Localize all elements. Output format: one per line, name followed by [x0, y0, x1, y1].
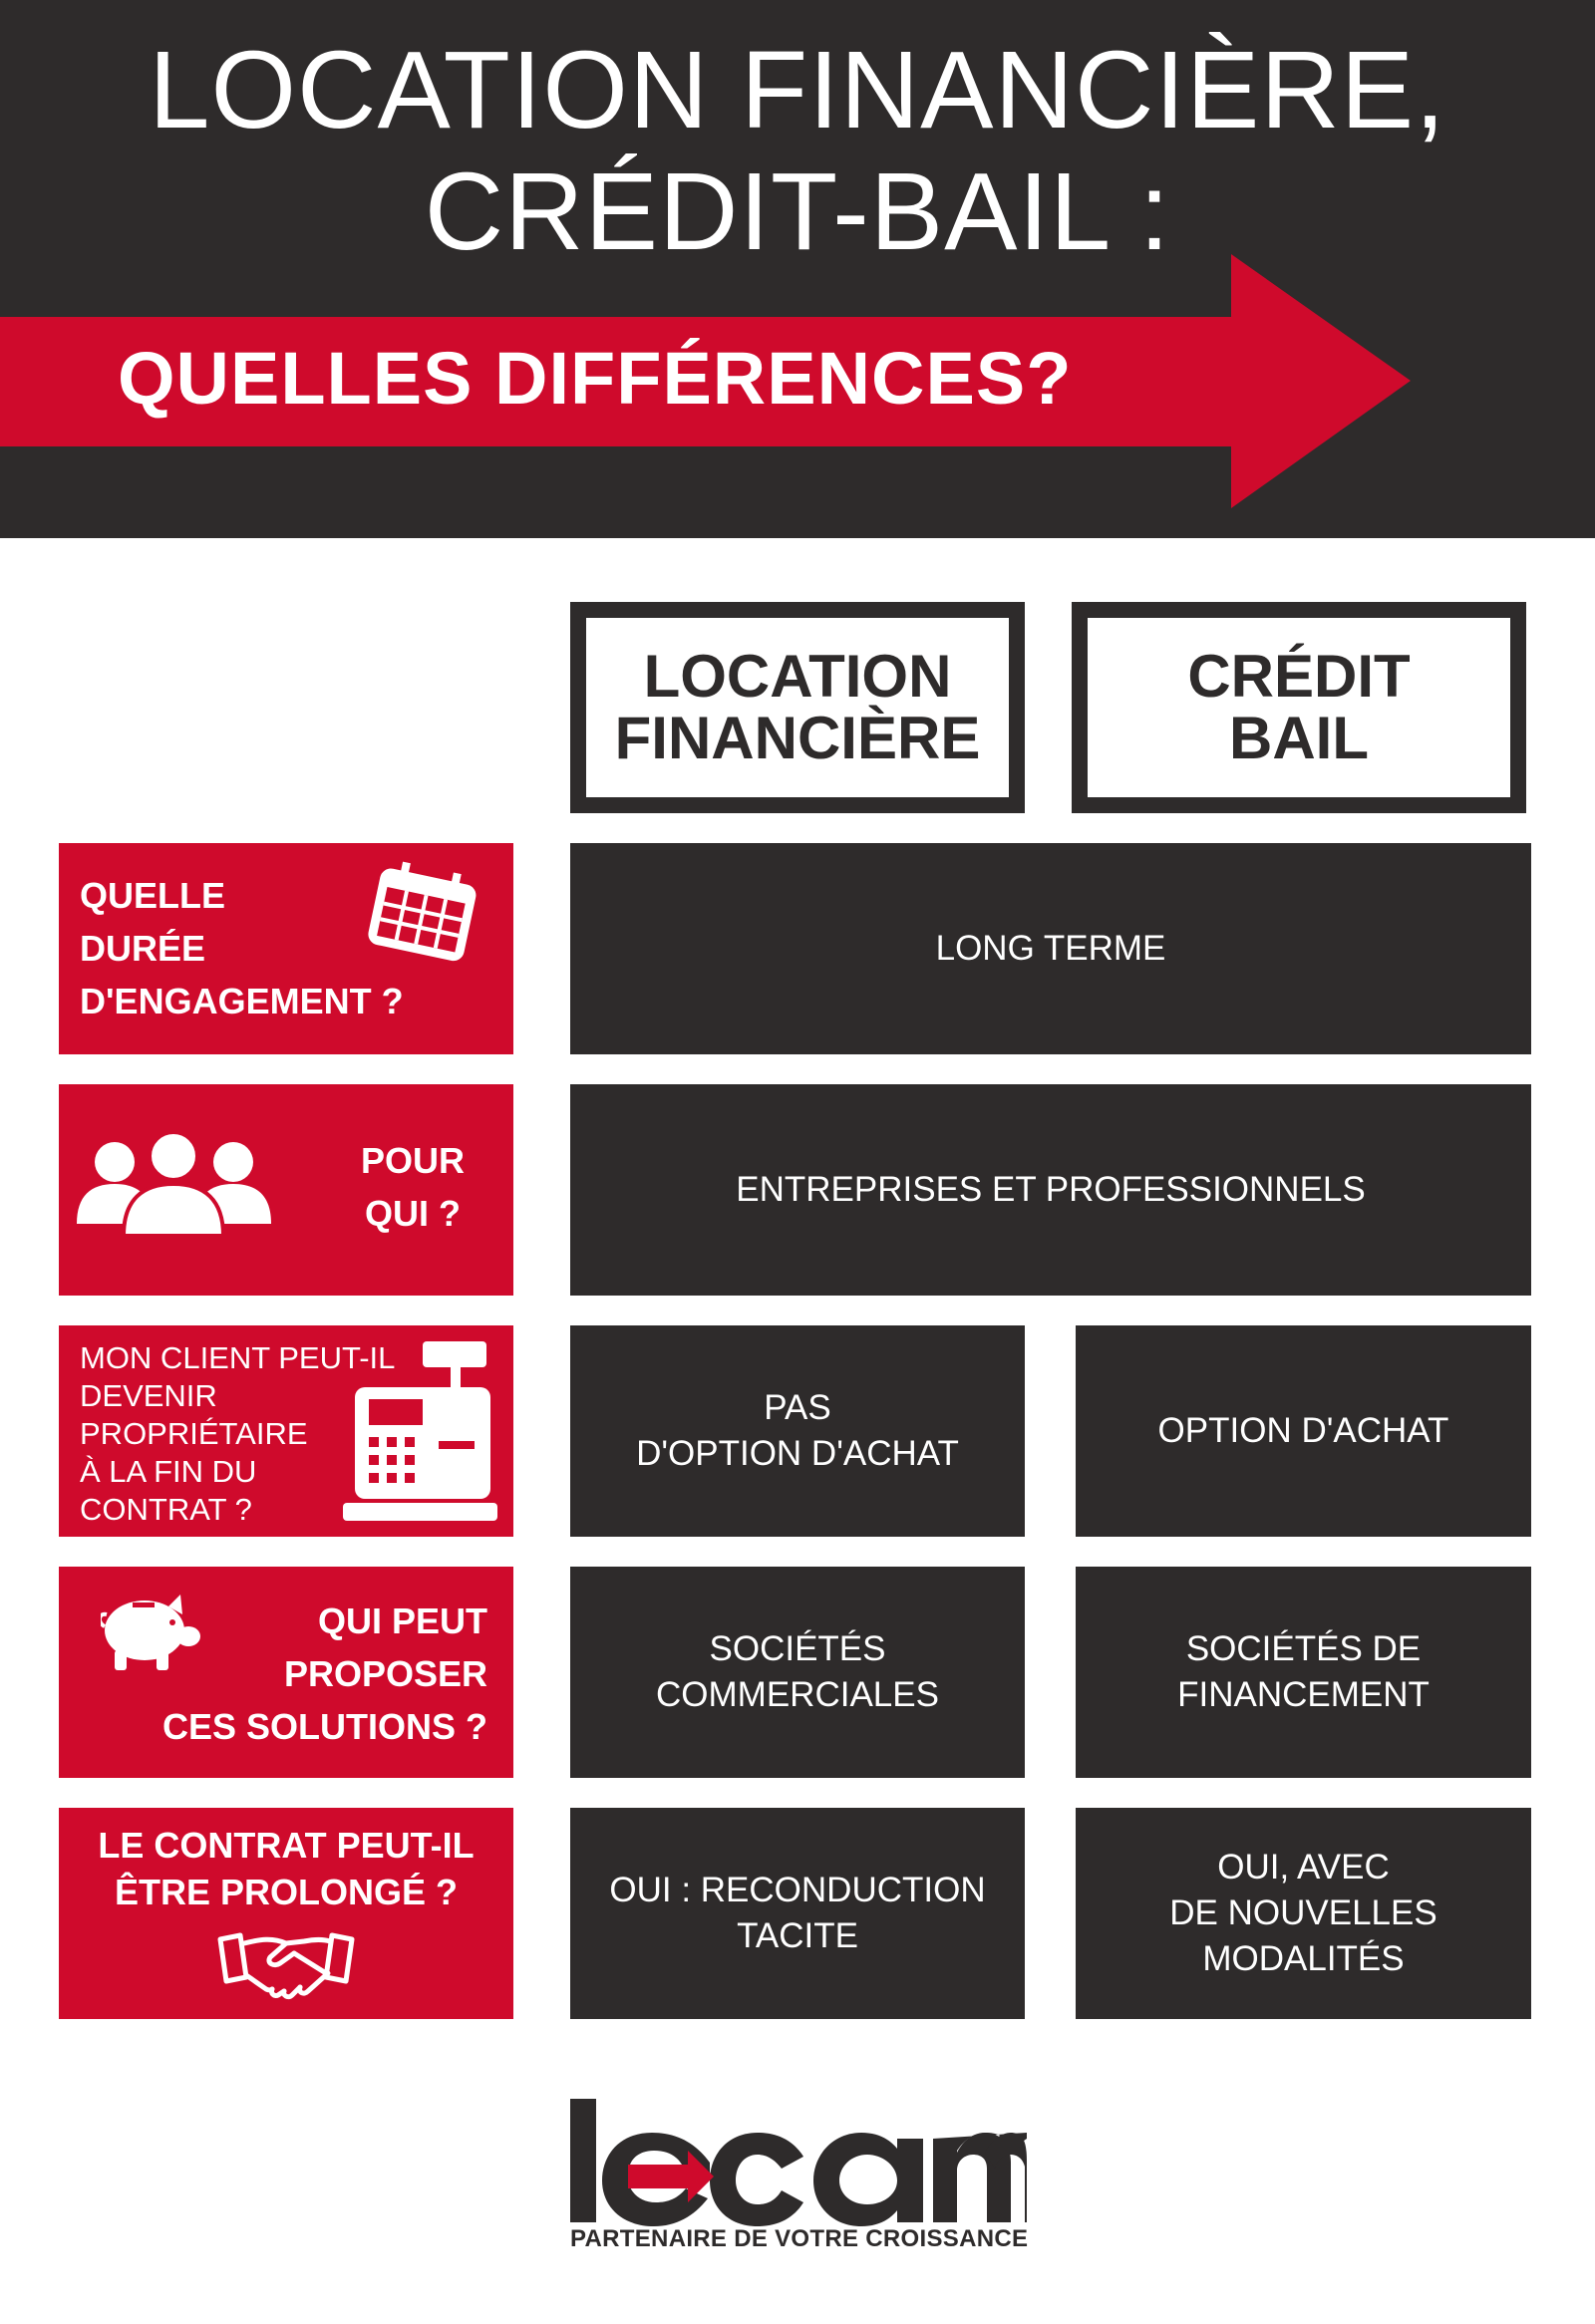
answer-line: LONG TERME	[935, 929, 1166, 968]
question-line: QUI ?	[365, 1193, 461, 1234]
question-qui-propose	[59, 1567, 513, 1778]
answer-pour-qui	[570, 1084, 1531, 1296]
question-prolongation	[59, 1808, 513, 2019]
answer-line: ENTREPRISES ET PROFESSIONNELS	[736, 1170, 1366, 1209]
answer-qui-propose-location	[570, 1567, 1025, 1778]
answer-line: OUI, AVEC	[1217, 1848, 1390, 1887]
question-pour-qui	[59, 1084, 513, 1296]
question-line: CES SOLUTIONS ?	[161, 1706, 487, 1747]
question-duree-engagement	[59, 843, 513, 1054]
answer-prolongation-location	[570, 1808, 1025, 2019]
column-header-credit-bail	[1072, 602, 1526, 813]
column-credit-line-1: CRÉDIT	[1187, 643, 1411, 710]
answer-line: TACITE	[737, 1916, 858, 1955]
page-subtitle: QUELLES DIFFÉRENCES?	[118, 337, 1073, 420]
question-proprietaire	[59, 1325, 513, 1537]
question-line: LE CONTRAT PEUT-IL	[98, 1825, 475, 1866]
question-line: PROPRIÉTAIRE	[80, 1416, 308, 1451]
people-icon	[77, 1134, 271, 1239]
answer-line: D'OPTION D'ACHAT	[636, 1434, 959, 1473]
title-line-1: LOCATION FINANCIÈRE,	[149, 29, 1446, 151]
question-line: POUR	[360, 1140, 465, 1181]
column-header-location	[570, 602, 1025, 813]
question-line: QUELLE	[80, 875, 226, 916]
answer-prolongation-credit	[1076, 1808, 1531, 2019]
answer-duree-engagement	[570, 843, 1531, 1054]
answer-line: COMMERCIALES	[656, 1675, 939, 1714]
answer-line: SOCIÉTÉS DE	[1185, 1629, 1422, 1668]
answer-line: SOCIÉTÉS	[709, 1629, 886, 1668]
answer-line: FINANCEMENT	[1177, 1675, 1430, 1714]
question-line: MON CLIENT PEUT-IL	[80, 1340, 396, 1375]
answer-line: MODALITÉS	[1202, 1939, 1405, 1978]
question-line: D'ENGAGEMENT ?	[80, 981, 404, 1021]
question-line: ÊTRE PROLONGÉ ?	[114, 1872, 459, 1912]
answer-line: OPTION D'ACHAT	[1157, 1411, 1449, 1450]
answer-qui-propose-credit	[1076, 1567, 1531, 1778]
header-banner	[0, 0, 1595, 538]
question-line: CONTRAT ?	[80, 1492, 252, 1527]
answer-proprietaire-location	[570, 1325, 1025, 1537]
question-line: À LA FIN DU	[80, 1454, 257, 1489]
column-location-line-2: FINANCIÈRE	[614, 705, 981, 771]
title-line-2: CRÉDIT-BAIL :	[424, 150, 1171, 273]
question-line: PROPOSER	[283, 1653, 487, 1694]
question-line: QUI PEUT	[317, 1600, 487, 1641]
column-location-line-1: LOCATION	[643, 643, 952, 710]
answer-line: DE NOUVELLES	[1169, 1893, 1437, 1932]
answer-line: OUI : RECONDUCTION	[609, 1871, 986, 1909]
question-line: DEVENIR	[80, 1378, 217, 1413]
column-credit-line-2: BAIL	[1229, 705, 1369, 771]
answer-line: PAS	[764, 1388, 831, 1427]
answer-proprietaire-credit	[1076, 1325, 1531, 1537]
page-title	[0, 30, 1595, 273]
cash-register-icon	[343, 1341, 497, 1526]
handshake-icon	[216, 1929, 356, 2001]
logo-tagline: PARTENAIRE DE VOTRE CROISSANCE	[570, 2225, 1029, 2252]
question-line: DURÉE	[80, 928, 206, 969]
calendar-icon	[358, 857, 487, 967]
